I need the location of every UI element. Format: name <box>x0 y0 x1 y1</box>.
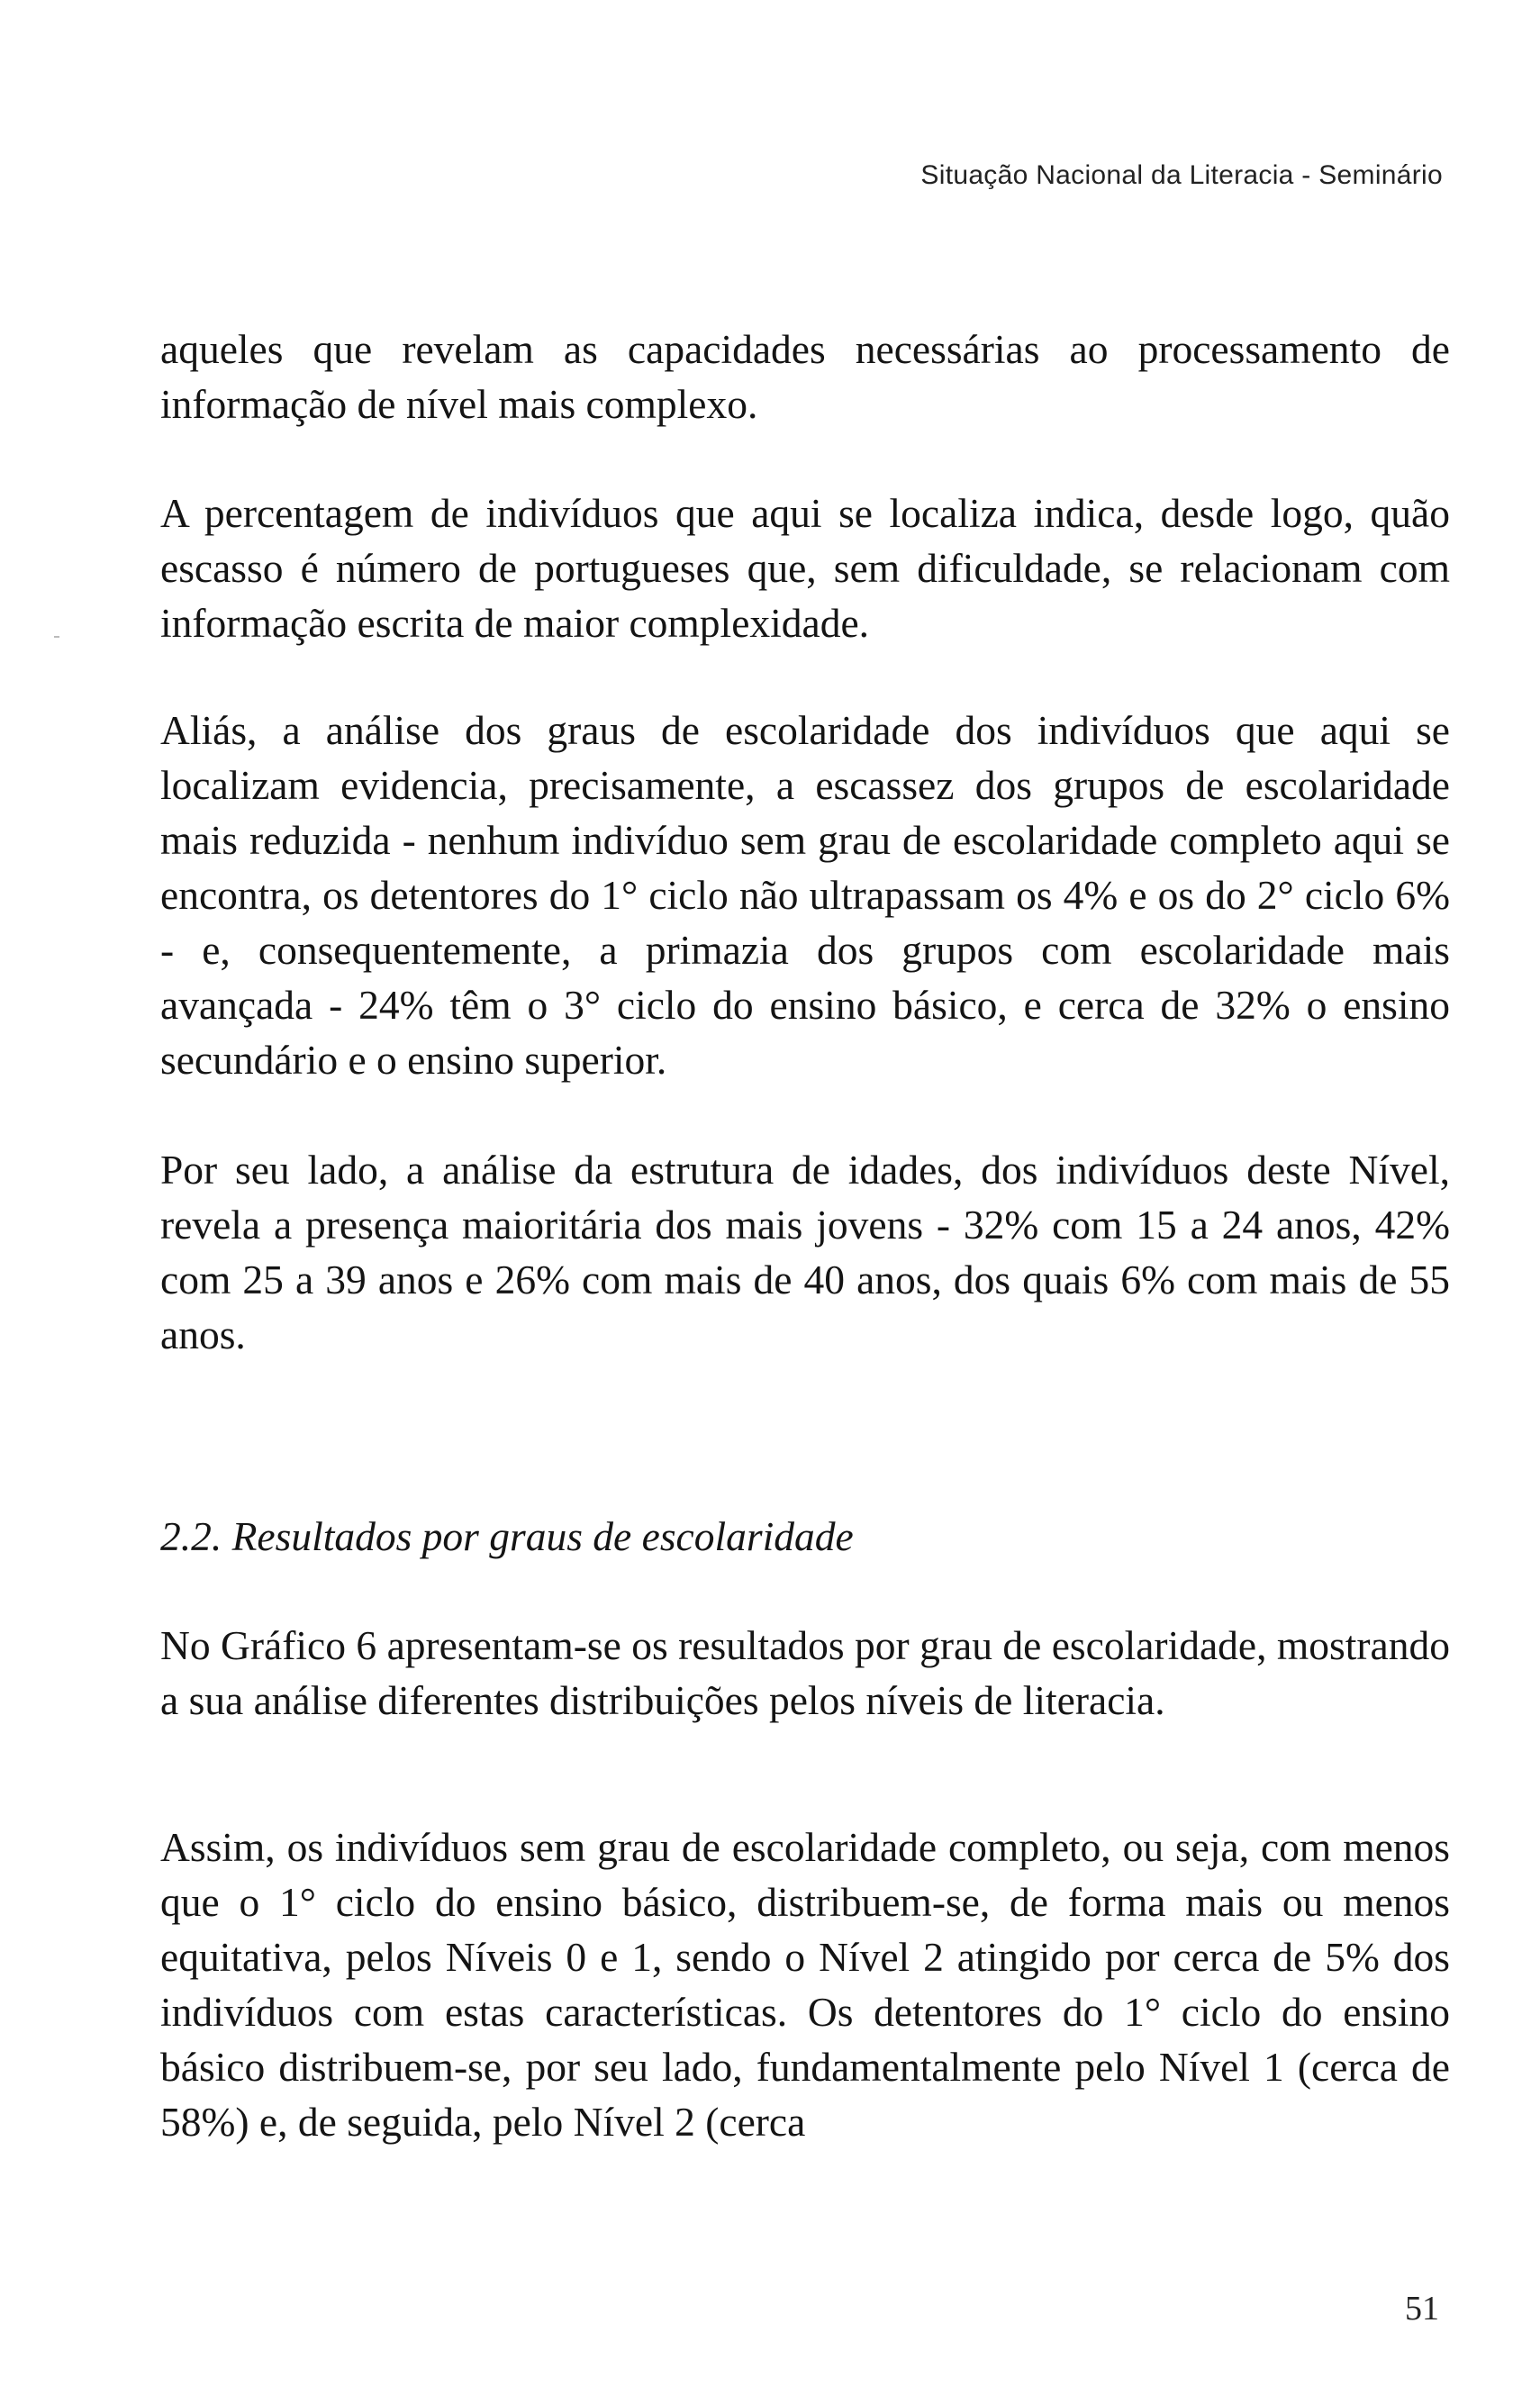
paragraph-2 <box>160 486 1450 650</box>
paragraph-1 <box>160 322 1450 431</box>
margin-mark <box>54 636 59 638</box>
paragraph-text: Assim, os indivíduos sem grau de escolaridade completo, ou seja, com menos que o 1° ciclo do ensino básico, distribuem-se, de forma mais ou menos equitativa, pelos Níveis 0 e 1, sendo o Nível 2 atingido por cerca de 5% dos indivíduos com estas características. Os detentores do 1° ciclo do ensino básico distribuem-se, por seu lado, fundamentalmente pelo Nível 1 (cerca de 58%) e, de seguida, pelo Nível 2 (cerca <box>160 1824 1450 2145</box>
paragraph-text: Por seu lado, a análise da estrutura de idades, dos indivíduos deste Nível, revela a presença maioritária dos mais jovens - 32% com 15 a 24 anos, 42% com 25 a 39 anos e 26% com mais de 40 anos, dos quais 6% com mais de 55 anos. <box>160 1147 1450 1357</box>
paragraph-4 <box>160 1142 1450 1362</box>
paragraph-text: Aliás, a análise dos graus de escolaridade dos indivíduos que aqui se localizam evidencia, precisamente, a escassez dos grupos de escolaridade mais reduzida - nenhum indivíduo sem grau de escolaridade completo aqui se encontra, os detentores do 1° ciclo não ultrapassam os 4% e os do 2° ciclo 6% - e, consequentemente, a primazia dos grupos com escolaridade mais avançada - 24% têm o 3° ciclo do ensino básico, e cerca de 32% o ensino secundário e o ensino superior. <box>160 707 1450 1083</box>
paragraph-text: A percentagem de indivíduos que aqui se localiza indica, desde logo, quão escasso é número de portugueses que, sem dificuldade, se relacionam com informação escrita de maior complexidade. <box>160 490 1450 646</box>
section-paragraph-2 <box>160 1820 1450 2149</box>
section-paragraph-1 <box>160 1618 1450 1728</box>
section-heading: 2.2. Resultados por graus de escolaridade <box>160 1513 854 1559</box>
paragraph-3 <box>160 703 1450 1087</box>
paragraph-text: aqueles que revelam as capacidades necessárias ao processamento de informação de nível mais complexo. <box>160 326 1450 427</box>
running-header: Situação Nacional da Literacia - Seminário <box>920 160 1443 190</box>
page-number: 51 <box>1405 2290 1439 2328</box>
paragraph-text: No Gráfico 6 apresentam-se os resultados por grau de escolaridade, mostrando a sua análise diferentes distribuições pelos níveis de literacia. <box>160 1622 1450 1723</box>
